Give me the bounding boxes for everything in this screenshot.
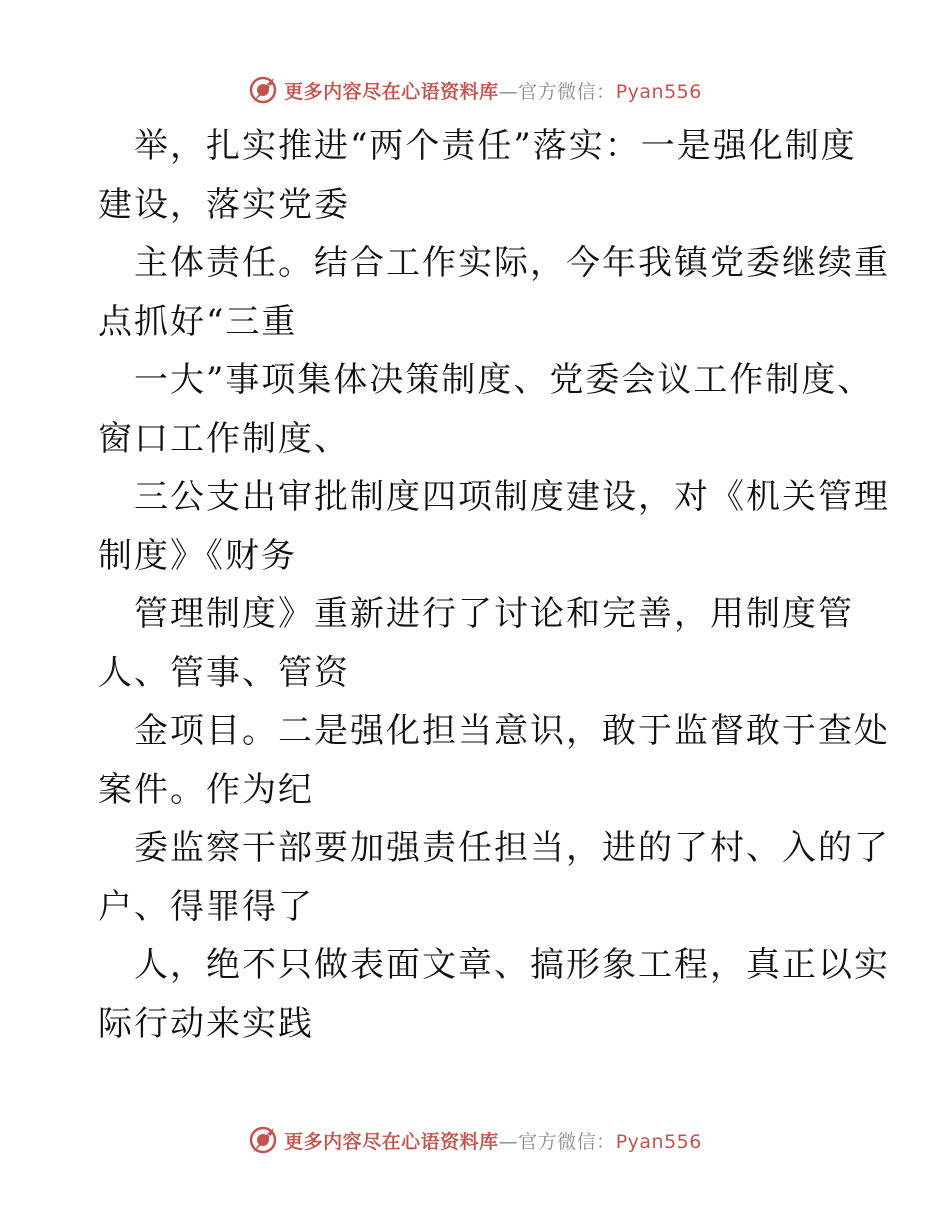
paragraph-4 [98, 468, 890, 585]
paragraph-4-line-2: 制度》《财务 [98, 535, 297, 576]
footer-separator: — [498, 1130, 519, 1153]
header-title: 更多内容尽在心语资料库 [284, 80, 499, 103]
footer-label: 官方微信： [518, 1130, 616, 1153]
document-body [98, 117, 890, 1053]
paragraph-6-line-1: 金项目。二是强化担当意识，敢于监督敢于查处 [134, 711, 890, 751]
paragraph-3 [98, 351, 874, 468]
paragraph-7-line-2: 户、得罪得了 [98, 886, 314, 927]
header-banner [0, 70, 950, 110]
header-wechat-id: Pyan556 [615, 80, 702, 103]
paragraph-2-line-2: 点抓好“三重 [98, 301, 298, 342]
paragraph-7 [98, 819, 890, 936]
paragraph-6 [98, 702, 890, 819]
header-separator: — [498, 80, 519, 103]
paragraph-3-line-2: 窗口工作制度、 [98, 418, 350, 459]
paragraph-7-line-1: 委监察干部要加强责任担当，进的了村、入的了 [134, 828, 890, 868]
paragraph-8-line-2: 际行动来实践 [98, 1003, 314, 1044]
paragraph-1 [98, 117, 858, 234]
paragraph-3-line-1: 一大”事项集体决策制度、党委会议工作制度、 [134, 360, 874, 400]
header-label: 官方微信： [518, 80, 616, 103]
paragraph-8-line-1: 人，绝不只做表面文章、搞形象工程，真正以实 [134, 945, 890, 985]
quill-logo-icon [248, 75, 278, 105]
paragraph-5-line-1: 管理制度》重新进行了讨论和完善，用制度管 [134, 594, 854, 634]
quill-logo-icon [248, 1125, 278, 1155]
paragraph-2 [98, 234, 890, 351]
paragraph-2-line-1: 主体责任。结合工作实际，今年我镇党委继续重 [134, 243, 890, 283]
footer-text [284, 1127, 702, 1154]
paragraph-8 [98, 936, 890, 1053]
paragraph-1-line-1: 举，扎实推进“两个责任”落实：一是强化制度 [134, 126, 857, 166]
paragraph-1-line-2: 建设，落实党委 [98, 184, 350, 225]
footer-title: 更多内容尽在心语资料库 [284, 1130, 499, 1153]
paragraph-4-line-1: 三公支出审批制度四项制度建设，对《机关管理 [134, 477, 890, 517]
paragraph-6-line-2: 案件。作为纪 [98, 769, 314, 810]
header-text [284, 77, 702, 104]
footer-wechat-id: Pyan556 [615, 1130, 702, 1153]
footer-banner [0, 1120, 950, 1160]
paragraph-5-line-2: 人、管事、管资 [98, 652, 350, 693]
paragraph-5 [98, 585, 858, 702]
